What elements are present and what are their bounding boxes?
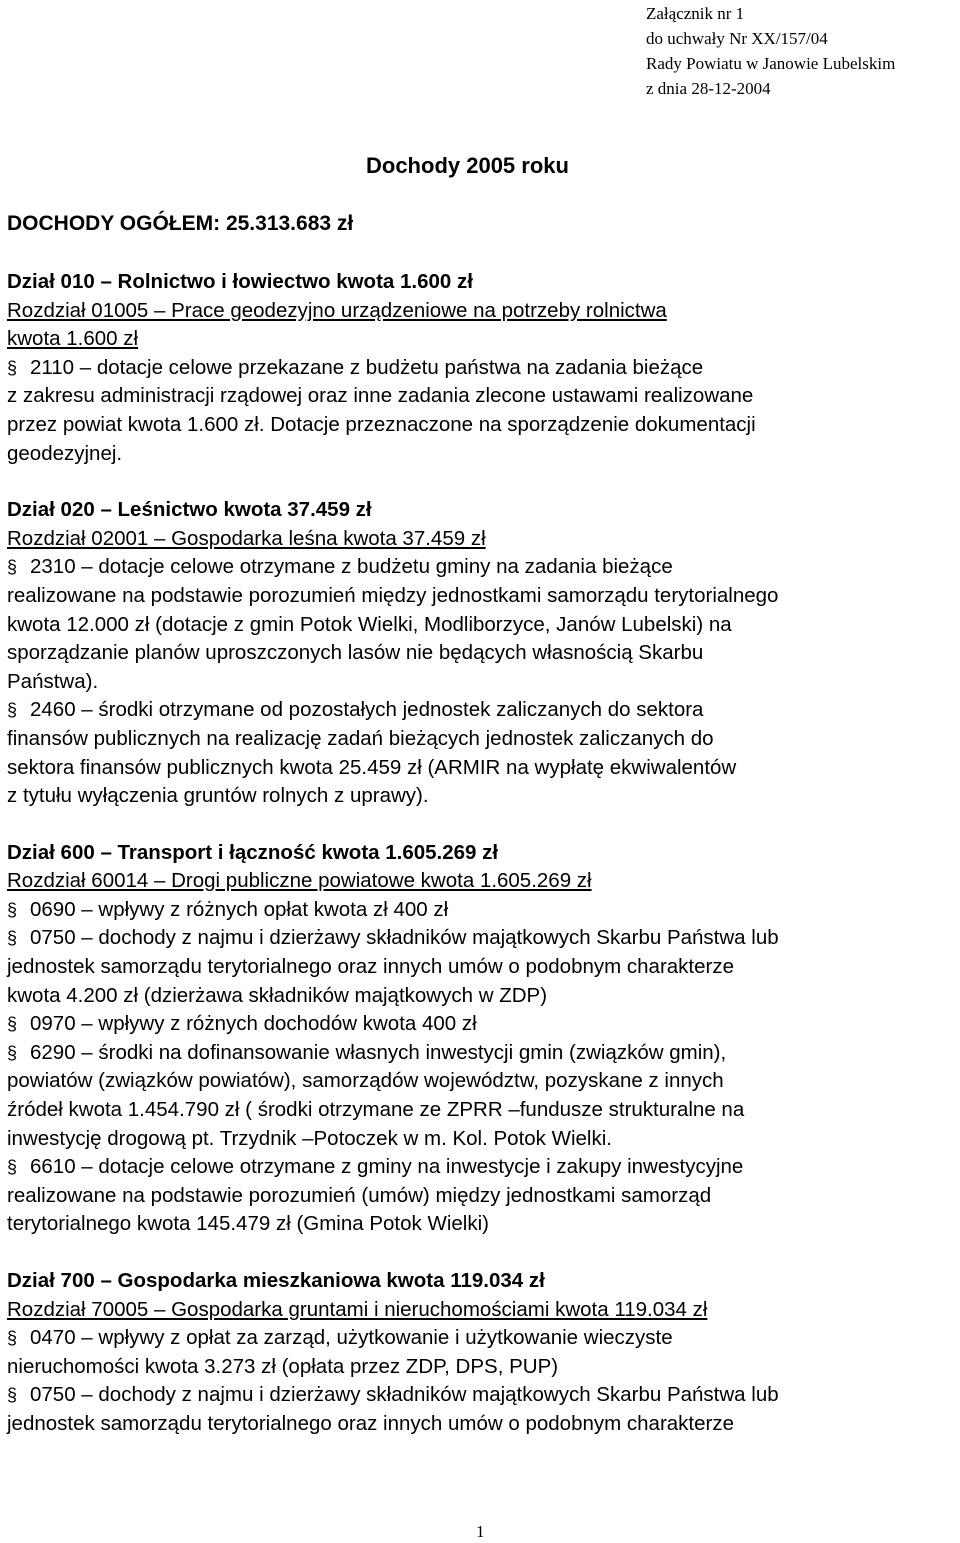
paragraph-item: § 2460 – środki otrzymane od pozostałych jednostek zaliczanych do sektora bbox=[7, 696, 959, 725]
document-body bbox=[7, 268, 959, 1439]
chapter-heading: Rozdział 60014 – Drogi publiczne powiatowe kwota 1.605.269 zł bbox=[7, 869, 592, 893]
paragraph-item: § 0470 – wpływy z opłat za zarząd, użytkowanie i użytkowanie wieczyste bbox=[7, 1324, 959, 1353]
annex-line: do uchwały Nr XX/157/04 bbox=[646, 29, 828, 48]
section-symbol-icon: § bbox=[7, 357, 18, 378]
paragraph-line: sporządzanie planów uproszczonych lasów nie będących własnością Skarbu bbox=[7, 641, 704, 665]
section-heading: Dział 700 – Gospodarka mieszkaniowa kwota 119.034 zł bbox=[7, 1269, 545, 1292]
paragraph-item: § 0750 – dochody z najmu i dzierżawy składników majątkowych Skarbu Państwa lub bbox=[7, 1381, 959, 1410]
paragraph-item: § 0970 – wpływy z różnych dochodów kwota 400 zł bbox=[7, 1010, 959, 1039]
annex-line: Załącznik nr 1 bbox=[646, 4, 745, 23]
paragraph-line: sektora finansów publicznych kwota 25.459 zł (ARMIR na wypłatę ekwiwalentów bbox=[7, 755, 737, 779]
paragraph-line: kwota 4.200 zł (dzierżawa składników majątkowych w ZDP) bbox=[7, 983, 548, 1007]
paragraph-line: z zakresu administracji rządowej oraz inne zadania zlecone ustawami realizowane bbox=[7, 384, 754, 408]
total-income: DOCHODY OGÓŁEM: 25.313.683 zł bbox=[7, 212, 354, 235]
paragraph-line: nieruchomości kwota 3.273 zł (opłata przez ZDP, DPS, PUP) bbox=[7, 1354, 559, 1378]
paragraph-line: terytorialnego kwota 145.479 zł (Gmina Potok Wielki) bbox=[7, 1212, 489, 1236]
paragraph-line: realizowane na podstawie porozumień między jednostkami samorządu terytorialnego bbox=[7, 583, 779, 607]
paragraph-item: § 6290 – środki na dofinansowanie własnych inwestycji gmin (związków gmin), bbox=[7, 1039, 959, 1068]
annex-line: Rady Powiatu w Janowie Lubelskim bbox=[646, 54, 896, 73]
paragraph-item: § 6610 – dotacje celowe otrzymane z gminy na inwestycje i zakupy inwestycyjne bbox=[7, 1153, 959, 1182]
paragraph-line: geodezyjnej. bbox=[7, 441, 123, 465]
paragraph-item: § 2310 – dotacje celowe otrzymane z budżetu gminy na zadania bieżące bbox=[7, 553, 959, 582]
paragraph-line: Państwa). bbox=[7, 669, 99, 693]
paragraph-line: przez powiat kwota 1.600 zł. Dotacje przeznaczone na sporządzenie dokumentacji bbox=[7, 412, 756, 436]
annex-header bbox=[646, 1, 895, 101]
chapter-heading: Rozdział 02001 – Gospodarka leśna kwota 37.459 zł bbox=[7, 526, 486, 550]
section-symbol-icon: § bbox=[7, 1157, 18, 1178]
document-title: Dochody 2005 roku bbox=[366, 153, 569, 178]
section-symbol-icon: § bbox=[7, 899, 18, 920]
paragraph-line: źródeł kwota 1.454.790 zł ( środki otrzymane ze ZPRR –fundusze strukturalne na bbox=[7, 1098, 745, 1122]
chapter-heading: Rozdział 70005 – Gospodarka gruntami i nieruchomościami kwota 119.034 zł bbox=[7, 1297, 708, 1321]
paragraph-item: § 2110 – dotacje celowe przekazane z budżetu państwa na zadania bieżące bbox=[7, 354, 959, 383]
paragraph-line: inwestycję drogową pt. Trzydnik –Potoczek w m. Kol. Potok Wielki. bbox=[7, 1126, 612, 1150]
paragraph-line: z tytułu wyłączenia gruntów rolnych z uprawy). bbox=[7, 784, 429, 808]
paragraph-line: kwota 12.000 zł (dotacje z gmin Potok Wielki, Modliborzyce, Janów Lubelski) na bbox=[7, 612, 732, 636]
section-symbol-icon: § bbox=[7, 928, 18, 949]
paragraph-item: § 0690 – wpływy z różnych opłat kwota zł 400 zł bbox=[7, 896, 959, 925]
section-symbol-icon: § bbox=[7, 1328, 18, 1349]
page-number: 1 bbox=[476, 1522, 485, 1541]
paragraph-item: § 0750 – dochody z najmu i dzierżawy składników majątkowych Skarbu Państwa lub bbox=[7, 924, 959, 953]
chapter-heading: Rozdział 01005 – Prace geodezyjno urządzeniowe na potrzeby rolnictwa bbox=[7, 298, 667, 322]
section-symbol-icon: § bbox=[7, 1014, 18, 1035]
section-heading: Dział 020 – Leśnictwo kwota 37.459 zł bbox=[7, 498, 372, 522]
section-symbol-icon: § bbox=[7, 557, 18, 578]
section-heading: Dział 010 – Rolnictwo i łowiectwo kwota 1.600 zł bbox=[7, 270, 473, 293]
paragraph-line: powiatów (związków powiatów), samorządów województw, pozyskane z innych bbox=[7, 1069, 724, 1093]
paragraph-line: finansów publicznych na realizację zadań bieżących jednostek zaliczanych do bbox=[7, 726, 714, 750]
annex-line: z dnia 28-12-2004 bbox=[646, 79, 771, 98]
paragraph-line: jednostek samorządu terytorialnego oraz innych umów o podobnym charakterze bbox=[7, 1411, 734, 1435]
chapter-heading-continued: kwota 1.600 zł bbox=[7, 327, 139, 351]
section-symbol-icon: § bbox=[7, 700, 18, 721]
paragraph-line: realizowane na podstawie porozumień (umów) między jednostkami samorząd bbox=[7, 1183, 712, 1207]
section-symbol-icon: § bbox=[7, 1385, 18, 1406]
section-heading: Dział 600 – Transport i łączność kwota 1.605.269 zł bbox=[7, 840, 499, 864]
section-symbol-icon: § bbox=[7, 1042, 18, 1063]
paragraph-line: jednostek samorządu terytorialnego oraz innych umów o podobnym charakterze bbox=[7, 955, 734, 979]
